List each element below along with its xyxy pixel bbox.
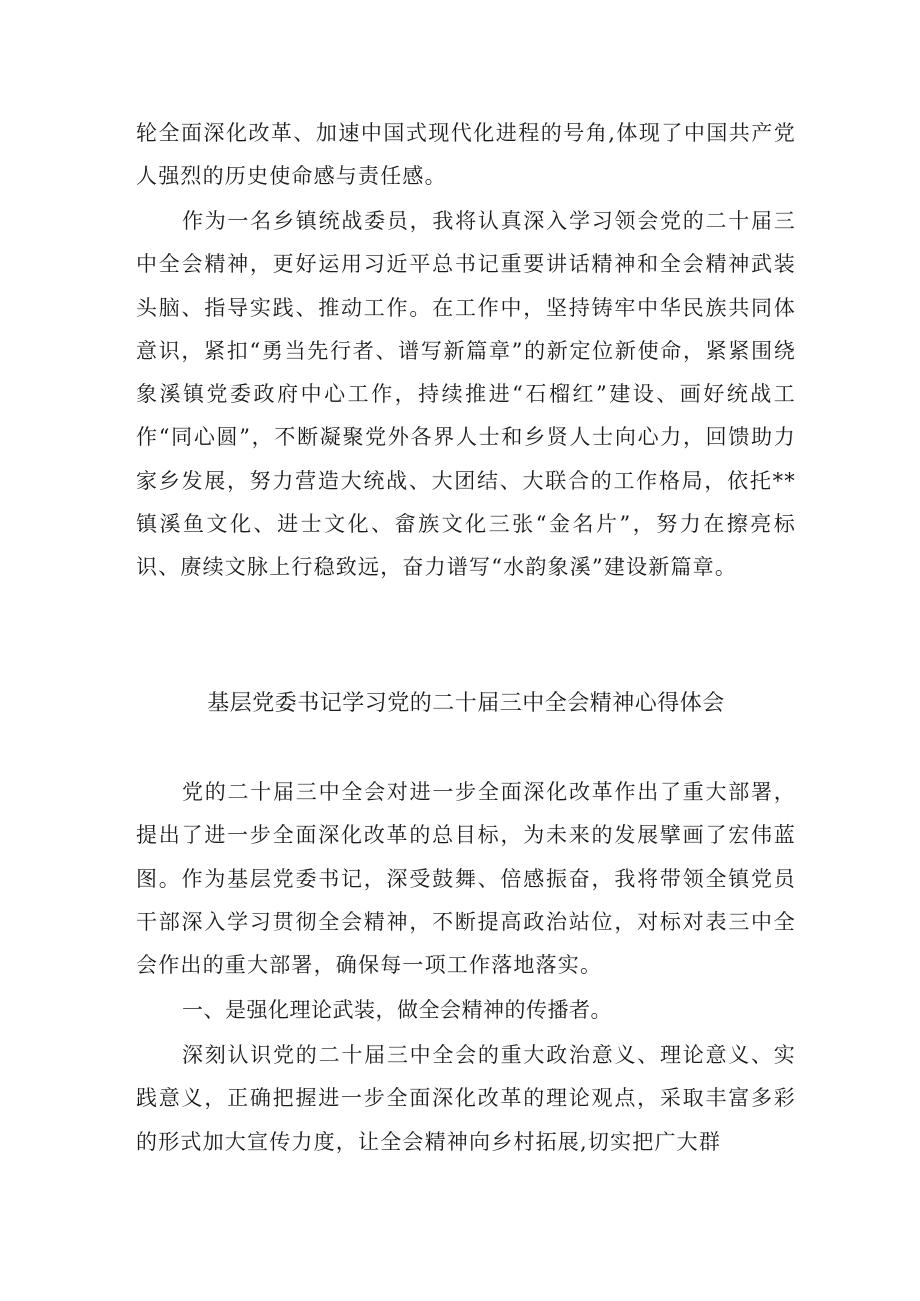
paragraph-intro: 党的二十届三中全会对进一步全面深化改革作出了重大部署，提出了进一步全面深化改革的总目标，为未来的发展擘画了宏伟蓝图。作为基层党委书记，深受鼓舞、倍感振奋，我将带领全镇党员干部深入学习贯彻全会精神，不断提高政治站位，对标对表三中全会作出的重大部署，确保每一项工作落地落实。 xyxy=(136,780,796,978)
paragraph-section-text: 深刻认识党的二十届三中全会的重大政治意义、理论意义、实践意义，正确把握进一步全面深化改革的理论观点，采取丰富多彩的形式加大宣传力度，让全会精神向乡村拓展,切实把广大群 xyxy=(136,1043,796,1154)
article-title: 基层党委书记学习党的二十届三中全会精神心得体会 xyxy=(207,691,725,716)
section-heading: 一、是强化理论武装，做全会精神的传播者。 xyxy=(182,998,612,1022)
paragraph-continuation: 轮全面深化改革、加速中国式现代化进程的号角,体现了中国共产党人强烈的历史使命感与责任感。 xyxy=(136,121,796,189)
paragraph-united-front: 作为一名乡镇统战委员，我将认真深入学习领会党的二十届三中全会精神，更好运用习近平总书记重要讲话精神和全会精神武装头脑、指导实践、推动工作。在工作中，坚持铸牢中华民族共同体意识，紧扣“勇当先行者、谱写新篇章”的新定位新使命，紧紧围绕象溪镇党委政府中心工作，持续推进“石榴红”建设、画好统战工作“同心圆”，不断凝聚党外各界人士和乡贤人士向心力，回馈助力家乡发展，努力营造大统战、大团结、大联合的工作格局，依托**镇溪鱼文化、进士文化、畲族文化三张“金名片”，努力在擦亮标识、赓续文脉上行稳致远，奋力谱写“水韵象溪”建设新篇章。 xyxy=(136,209,796,580)
